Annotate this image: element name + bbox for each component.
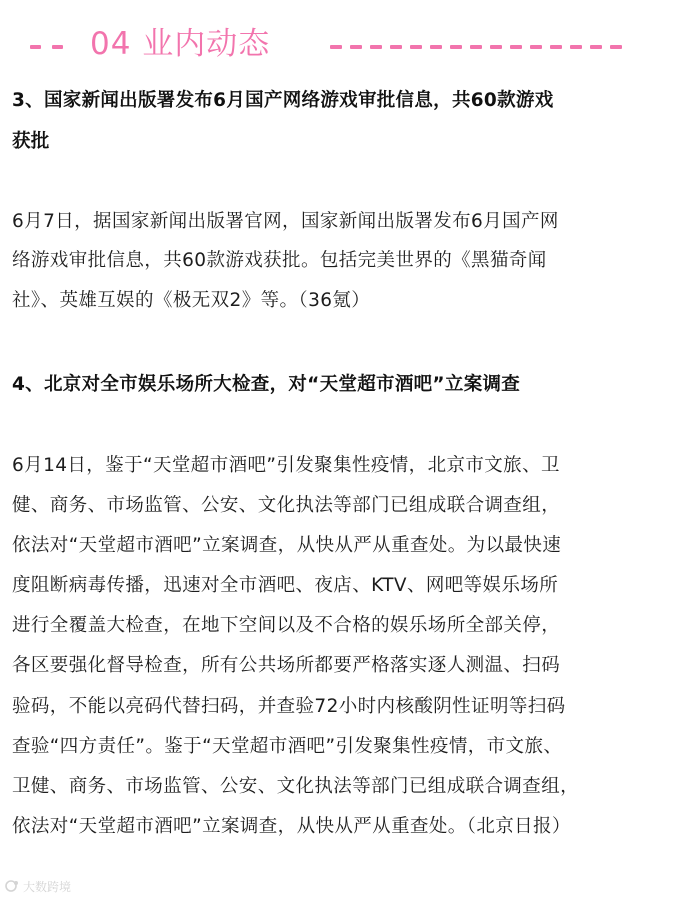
header-dash — [350, 45, 362, 49]
item-4-body-line: 查验“四方责任”。鉴于“天堂超市酒吧”引发聚集性疫情，市文旅、 — [12, 736, 563, 757]
header-dash — [370, 45, 382, 49]
item-4-body-line: 度阻断病毒传播，迅速对全市酒吧、夜店、KTV、网吧等娱乐场所 — [12, 575, 559, 596]
item-4-body-line: 卫健、商务、市场监管、公安、文化执法等部门已组成联合调查组， — [12, 776, 580, 797]
item-4-body-line: 验码，不能以亮码代替扫码，并查验72小时内核酸阴性证明等扫码 — [12, 696, 566, 717]
item-4-title: 4、北京对全市娱乐场所大检查，对“天堂超市酒吧”立案调查 — [12, 374, 521, 395]
item-3-body-line: 社》、英雄互娱的《极无双2》等。（36氪） — [12, 290, 371, 311]
brand-logo-icon — [4, 879, 20, 893]
header-dash — [570, 45, 582, 49]
section-header — [0, 18, 675, 68]
header-dash — [430, 45, 442, 49]
item-4-body-line: 各区要强化督导检查，所有公共场所都要严格落实逐人测温、扫码 — [12, 655, 561, 676]
item-4-body-line: 6月14日，鉴于“天堂超市酒吧”引发聚集性疫情，北京市文旅、卫 — [12, 455, 560, 476]
item-4-body-line: 依法对“天堂超市酒吧”立案调查，从快从严从重查处。（北京日报） — [12, 816, 571, 837]
section-title: 04 业内动态 — [90, 26, 271, 62]
item-4-body-line: 进行全覆盖大检查，在地下空间以及不合格的娱乐场所全部关停， — [12, 615, 561, 636]
watermark-text: 大数跨境 — [23, 879, 72, 894]
header-dash — [610, 45, 622, 49]
header-dash — [590, 45, 602, 49]
header-dash — [390, 45, 402, 49]
item-4-body-line: 健、商务、市场监管、公安、文化执法等部门已组成联合调查组， — [12, 495, 561, 516]
watermark — [4, 876, 71, 896]
item-3-title-line-2: 获批 — [12, 131, 50, 152]
item-3-body-line: 络游戏审批信息，共60款游戏获批。包括完美世界的《黑猫奇闻 — [12, 250, 547, 271]
header-dash-left-1 — [30, 45, 41, 49]
header-dash — [550, 45, 562, 49]
header-dash — [450, 45, 462, 49]
header-dash — [470, 45, 482, 49]
header-dash-left-2 — [52, 45, 63, 49]
header-dash — [410, 45, 422, 49]
header-dash — [510, 45, 522, 49]
header-dash — [530, 45, 542, 49]
item-4-body-line: 依法对“天堂超市酒吧”立案调查，从快从严从重查处。为以最快速 — [12, 535, 562, 556]
item-3-title-line-1: 3、国家新闻出版署发布6月国产网络游戏审批信息，共60款游戏 — [12, 90, 554, 111]
header-dash — [330, 45, 342, 49]
item-3-body-line: 6月7日，据国家新闻出版署官网，国家新闻出版署发布6月国产网 — [12, 211, 559, 232]
header-dash — [490, 45, 502, 49]
